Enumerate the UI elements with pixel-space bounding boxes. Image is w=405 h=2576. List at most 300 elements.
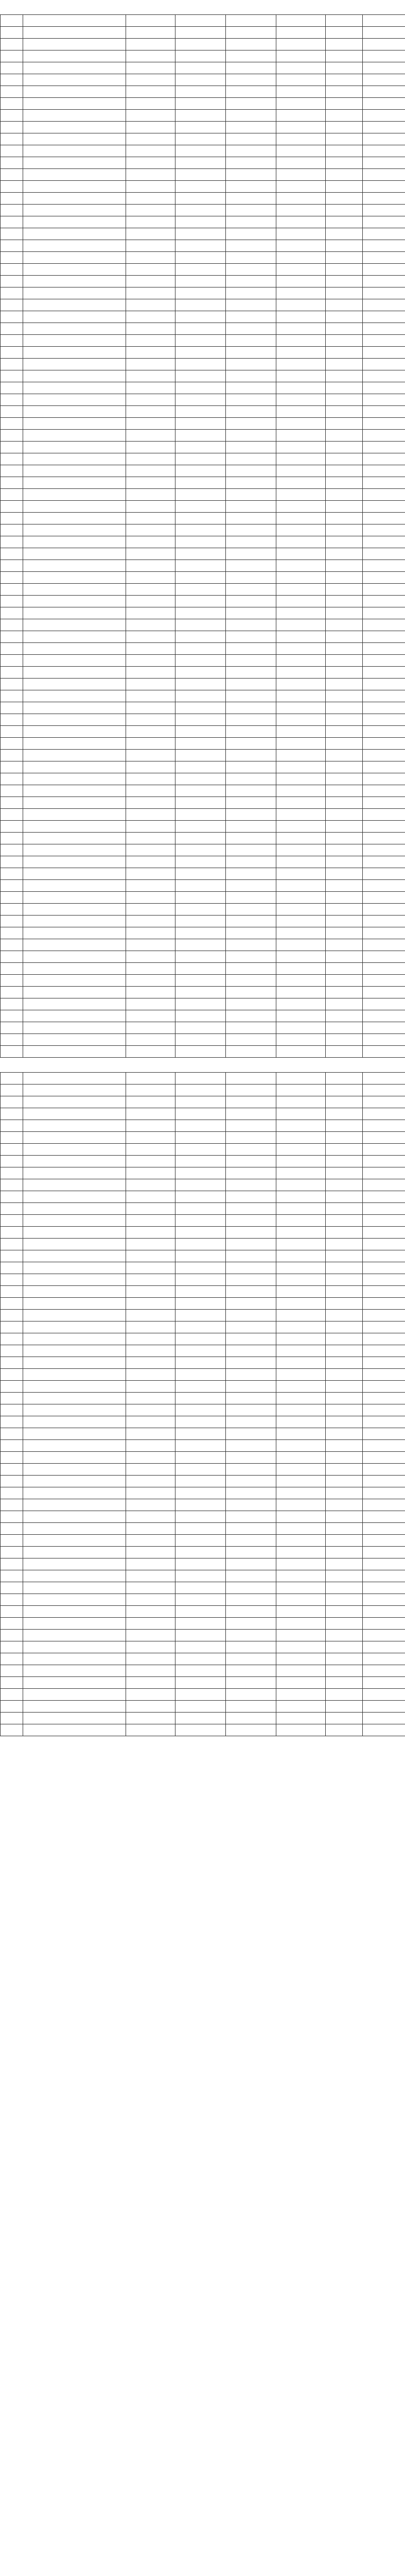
table-cell xyxy=(326,1144,363,1156)
table-cell xyxy=(326,453,363,465)
table-row xyxy=(1,904,405,916)
table-cell xyxy=(226,1677,276,1689)
table-cell xyxy=(23,133,126,145)
table-cell xyxy=(363,761,405,773)
table-cell xyxy=(126,418,175,430)
table-cell xyxy=(175,1286,226,1298)
table-cell xyxy=(175,430,226,442)
table-row xyxy=(1,1677,405,1689)
table-row xyxy=(1,1333,405,1345)
table-cell xyxy=(126,1286,175,1298)
table-cell xyxy=(23,1630,126,1641)
table-cell xyxy=(226,1286,276,1298)
table-cell xyxy=(175,287,226,299)
table-cell xyxy=(126,596,175,607)
table-cell xyxy=(226,15,276,27)
table-cell xyxy=(175,1321,226,1333)
table-cell xyxy=(276,1689,326,1701)
table-cell xyxy=(1,1594,23,1606)
table-cell xyxy=(126,501,175,513)
table-cell xyxy=(1,15,23,27)
table-cell xyxy=(363,1594,405,1606)
table-cell xyxy=(226,1452,276,1464)
table-cell xyxy=(226,1132,276,1144)
table-cell xyxy=(23,50,126,62)
table-cell xyxy=(276,1641,326,1653)
table-cell xyxy=(226,726,276,738)
table-cell xyxy=(1,110,23,122)
table-cell xyxy=(1,750,23,761)
table-cell xyxy=(226,1227,276,1239)
table-cell xyxy=(126,1203,175,1215)
table-cell xyxy=(276,169,326,181)
table-cell xyxy=(126,1369,175,1381)
table-cell xyxy=(1,252,23,264)
table-cell xyxy=(276,607,326,619)
table-cell xyxy=(326,536,363,548)
table-cell xyxy=(1,1499,23,1511)
table-cell xyxy=(326,821,363,833)
table-row xyxy=(1,1523,405,1535)
table-cell xyxy=(326,1677,363,1689)
table-cell xyxy=(126,939,175,951)
table-cell xyxy=(175,548,226,560)
table-cell xyxy=(23,1428,126,1440)
table-cell xyxy=(23,1535,126,1547)
table-cell xyxy=(276,62,326,74)
table-cell xyxy=(276,240,326,252)
table-cell xyxy=(175,655,226,667)
table-cell xyxy=(126,761,175,773)
table-cell xyxy=(1,927,23,939)
table-cell xyxy=(23,1321,126,1333)
table-cell xyxy=(126,453,175,465)
table-row xyxy=(1,1641,405,1653)
table-cell xyxy=(23,1558,126,1570)
table-cell xyxy=(363,1010,405,1022)
table-row xyxy=(1,489,405,501)
table-cell xyxy=(276,1606,326,1618)
table-row xyxy=(1,785,405,797)
table-cell xyxy=(23,880,126,892)
table-cell xyxy=(226,1499,276,1511)
table-cell xyxy=(363,1096,405,1108)
table-cell xyxy=(363,998,405,1010)
table-cell xyxy=(326,1262,363,1274)
table-cell xyxy=(226,1156,276,1167)
table-cell xyxy=(1,1286,23,1298)
table-cell xyxy=(276,1034,326,1046)
table-cell xyxy=(326,1641,363,1653)
table-cell xyxy=(276,299,326,311)
table-cell xyxy=(226,1547,276,1558)
table-cell xyxy=(126,122,175,133)
table-cell xyxy=(363,1239,405,1250)
table-cell xyxy=(175,904,226,916)
table-row xyxy=(1,370,405,382)
table-cell xyxy=(126,809,175,821)
table-cell xyxy=(126,252,175,264)
table-cell xyxy=(23,821,126,833)
table-row xyxy=(1,1452,405,1464)
table-cell xyxy=(23,1096,126,1108)
table-cell xyxy=(175,1701,226,1713)
table-cell xyxy=(1,465,23,477)
table-cell xyxy=(175,1310,226,1321)
table-cell xyxy=(226,1250,276,1262)
table-cell xyxy=(276,939,326,951)
table-cell xyxy=(226,1369,276,1381)
table-cell xyxy=(326,1250,363,1262)
table-cell xyxy=(363,1440,405,1452)
table-cell xyxy=(226,276,276,287)
table-cell xyxy=(1,1084,23,1096)
table-cell xyxy=(1,122,23,133)
table-cell xyxy=(23,726,126,738)
table-cell xyxy=(1,939,23,951)
table-cell xyxy=(326,667,363,679)
table-cell xyxy=(326,738,363,750)
table-cell xyxy=(326,1618,363,1630)
table-cell xyxy=(276,1499,326,1511)
table-cell xyxy=(326,1665,363,1677)
table-cell xyxy=(276,216,326,228)
table-cell xyxy=(226,442,276,453)
table-cell xyxy=(363,1606,405,1618)
table-cell xyxy=(175,323,226,335)
table-cell xyxy=(363,1191,405,1203)
table-cell xyxy=(126,1096,175,1108)
table-cell xyxy=(276,1653,326,1665)
table-cell xyxy=(1,1416,23,1428)
table-cell xyxy=(326,1215,363,1227)
table-cell xyxy=(175,1547,226,1558)
table-cell xyxy=(175,572,226,584)
table-cell xyxy=(126,1120,175,1132)
table-cell xyxy=(1,86,23,98)
table-cell xyxy=(226,193,276,205)
table-row xyxy=(1,1416,405,1428)
table-cell xyxy=(23,833,126,844)
table-row xyxy=(1,287,405,299)
table-cell xyxy=(276,1010,326,1022)
table-cell xyxy=(276,1191,326,1203)
table-row xyxy=(1,643,405,655)
table-cell xyxy=(226,1570,276,1582)
table-cell xyxy=(363,1547,405,1558)
table-row xyxy=(1,264,405,276)
table-cell xyxy=(276,643,326,655)
table-cell xyxy=(1,726,23,738)
table-cell xyxy=(23,844,126,856)
table-cell xyxy=(276,264,326,276)
table-row xyxy=(1,1701,405,1713)
table-cell xyxy=(326,596,363,607)
table-cell xyxy=(226,702,276,714)
table-cell xyxy=(326,560,363,572)
table-cell xyxy=(363,963,405,975)
table-cell xyxy=(1,1618,23,1630)
table-cell xyxy=(363,785,405,797)
table-cell xyxy=(276,904,326,916)
table-cell xyxy=(175,370,226,382)
table-cell xyxy=(276,1144,326,1156)
table-cell xyxy=(226,1262,276,1274)
table-cell xyxy=(363,1464,405,1476)
table-cell xyxy=(226,1641,276,1653)
table-cell xyxy=(276,1073,326,1084)
table-cell xyxy=(175,975,226,987)
table-cell xyxy=(363,157,405,169)
table-cell xyxy=(175,122,226,133)
table-cell xyxy=(1,382,23,394)
table-cell xyxy=(226,1179,276,1191)
table-cell xyxy=(276,797,326,809)
table-row xyxy=(1,1724,405,1736)
table-cell xyxy=(226,1345,276,1357)
table-cell xyxy=(1,1570,23,1582)
table-cell xyxy=(1,1689,23,1701)
table-cell xyxy=(363,797,405,809)
table-cell xyxy=(126,1641,175,1653)
table-cell xyxy=(23,205,126,216)
table-cell xyxy=(126,750,175,761)
table-cell xyxy=(326,1357,363,1369)
table-cell xyxy=(175,1239,226,1250)
table-cell xyxy=(363,856,405,868)
table-cell xyxy=(363,181,405,193)
table-cell xyxy=(363,679,405,690)
table-cell xyxy=(276,1452,326,1464)
table-cell xyxy=(175,1108,226,1120)
table-row xyxy=(1,299,405,311)
table-cell xyxy=(326,62,363,74)
section-title xyxy=(0,1058,405,1072)
table-cell xyxy=(276,619,326,631)
table-cell xyxy=(276,738,326,750)
table-cell xyxy=(1,193,23,205)
table-cell xyxy=(276,370,326,382)
table-cell xyxy=(1,394,23,406)
table-cell xyxy=(126,1665,175,1677)
table-row xyxy=(1,74,405,86)
table-cell xyxy=(326,1558,363,1570)
table-cell xyxy=(1,311,23,323)
table-cell xyxy=(175,157,226,169)
table-cell xyxy=(23,1582,126,1594)
table-cell xyxy=(276,287,326,299)
table-row xyxy=(1,98,405,110)
table-cell xyxy=(126,430,175,442)
table-cell xyxy=(226,110,276,122)
table-cell xyxy=(276,98,326,110)
table-cell xyxy=(126,133,175,145)
table-cell xyxy=(276,726,326,738)
table-cell xyxy=(276,1286,326,1298)
table-cell xyxy=(326,844,363,856)
table-cell xyxy=(126,1476,175,1487)
table-cell xyxy=(175,1144,226,1156)
table-cell xyxy=(23,1440,126,1452)
table-row xyxy=(1,1653,405,1665)
table-cell xyxy=(23,98,126,110)
table-cell xyxy=(23,62,126,74)
table-cell xyxy=(326,216,363,228)
table-cell xyxy=(175,50,226,62)
table-cell xyxy=(326,394,363,406)
table-cell xyxy=(226,690,276,702)
table-cell xyxy=(226,548,276,560)
table-cell xyxy=(326,1440,363,1452)
table-cell xyxy=(126,1345,175,1357)
table-row xyxy=(1,1499,405,1511)
table-cell xyxy=(1,1132,23,1144)
table-cell xyxy=(363,489,405,501)
table-cell xyxy=(326,1404,363,1416)
table-cell xyxy=(226,1476,276,1487)
table-row xyxy=(1,844,405,856)
table-cell xyxy=(363,264,405,276)
table-cell xyxy=(363,880,405,892)
table-cell xyxy=(23,975,126,987)
table-cell xyxy=(23,1606,126,1618)
table-cell xyxy=(175,1096,226,1108)
table-cell xyxy=(1,1606,23,1618)
table-cell xyxy=(226,1096,276,1108)
table-cell xyxy=(23,892,126,904)
table-cell xyxy=(126,738,175,750)
table-cell xyxy=(326,1452,363,1464)
table-cell xyxy=(326,1167,363,1179)
table-cell xyxy=(1,536,23,548)
table-cell xyxy=(363,726,405,738)
table-cell xyxy=(326,1108,363,1120)
table-cell xyxy=(175,74,226,86)
table-cell xyxy=(126,1618,175,1630)
table-cell xyxy=(175,299,226,311)
table-cell xyxy=(326,193,363,205)
table-row xyxy=(1,1404,405,1416)
table-cell xyxy=(23,560,126,572)
table-row xyxy=(1,524,405,536)
table-cell xyxy=(175,1120,226,1132)
table-row xyxy=(1,1120,405,1132)
table-row xyxy=(1,560,405,572)
table-cell xyxy=(126,1262,175,1274)
table-cell xyxy=(1,264,23,276)
table-cell xyxy=(276,1558,326,1570)
table-cell xyxy=(175,347,226,359)
table-cell xyxy=(126,797,175,809)
table-cell xyxy=(1,205,23,216)
table-row xyxy=(1,963,405,975)
table-cell xyxy=(1,370,23,382)
table-cell xyxy=(226,761,276,773)
table-cell xyxy=(226,1523,276,1535)
table-cell xyxy=(1,1108,23,1120)
table-cell xyxy=(363,548,405,560)
table-cell xyxy=(23,1464,126,1476)
table-row xyxy=(1,1511,405,1523)
table-row xyxy=(1,1535,405,1547)
table-cell xyxy=(326,892,363,904)
table-cell xyxy=(226,394,276,406)
table-cell xyxy=(175,252,226,264)
table-cell xyxy=(1,27,23,39)
table-cell xyxy=(23,1511,126,1523)
table-cell xyxy=(126,276,175,287)
table-cell xyxy=(363,975,405,987)
table-row xyxy=(1,1108,405,1120)
table-cell xyxy=(363,1416,405,1428)
table-cell xyxy=(175,86,226,98)
table-cell xyxy=(175,1191,226,1203)
table-cell xyxy=(1,667,23,679)
table-cell xyxy=(326,27,363,39)
table-cell xyxy=(363,916,405,927)
table-cell xyxy=(175,1345,226,1357)
table-cell xyxy=(276,513,326,524)
table-cell xyxy=(226,916,276,927)
table-row xyxy=(1,1547,405,1558)
table-cell xyxy=(326,1416,363,1428)
table-cell xyxy=(1,228,23,240)
table-cell xyxy=(23,1132,126,1144)
table-cell xyxy=(226,667,276,679)
table-cell xyxy=(126,193,175,205)
table-cell xyxy=(363,1570,405,1582)
table-cell xyxy=(326,939,363,951)
table-cell xyxy=(326,975,363,987)
table-cell xyxy=(126,987,175,998)
table-cell xyxy=(226,382,276,394)
table-cell xyxy=(363,1357,405,1369)
table-cell xyxy=(326,856,363,868)
table-cell xyxy=(175,1167,226,1179)
table-cell xyxy=(226,1274,276,1286)
table-cell xyxy=(175,276,226,287)
table-cell xyxy=(226,750,276,761)
table-cell xyxy=(1,714,23,726)
table-cell xyxy=(226,975,276,987)
table-cell xyxy=(175,27,226,39)
table-cell xyxy=(175,963,226,975)
table-cell xyxy=(23,1452,126,1464)
table-cell xyxy=(326,1010,363,1022)
table-cell xyxy=(276,1381,326,1393)
table-cell xyxy=(363,1724,405,1736)
table-cell xyxy=(276,1404,326,1416)
table-cell xyxy=(276,477,326,489)
table-row xyxy=(1,1428,405,1440)
table-cell xyxy=(363,892,405,904)
table-cell xyxy=(126,679,175,690)
table-cell xyxy=(226,524,276,536)
table-cell xyxy=(326,1464,363,1476)
table-cell xyxy=(23,1215,126,1227)
table-cell xyxy=(226,240,276,252)
table-cell xyxy=(126,785,175,797)
table-cell xyxy=(175,1606,226,1618)
table-cell xyxy=(276,157,326,169)
table-cell xyxy=(23,797,126,809)
table-cell xyxy=(276,987,326,998)
table-cell xyxy=(126,169,175,181)
table-cell xyxy=(226,370,276,382)
table-cell xyxy=(1,821,23,833)
table-cell xyxy=(276,122,326,133)
table-cell xyxy=(326,1120,363,1132)
